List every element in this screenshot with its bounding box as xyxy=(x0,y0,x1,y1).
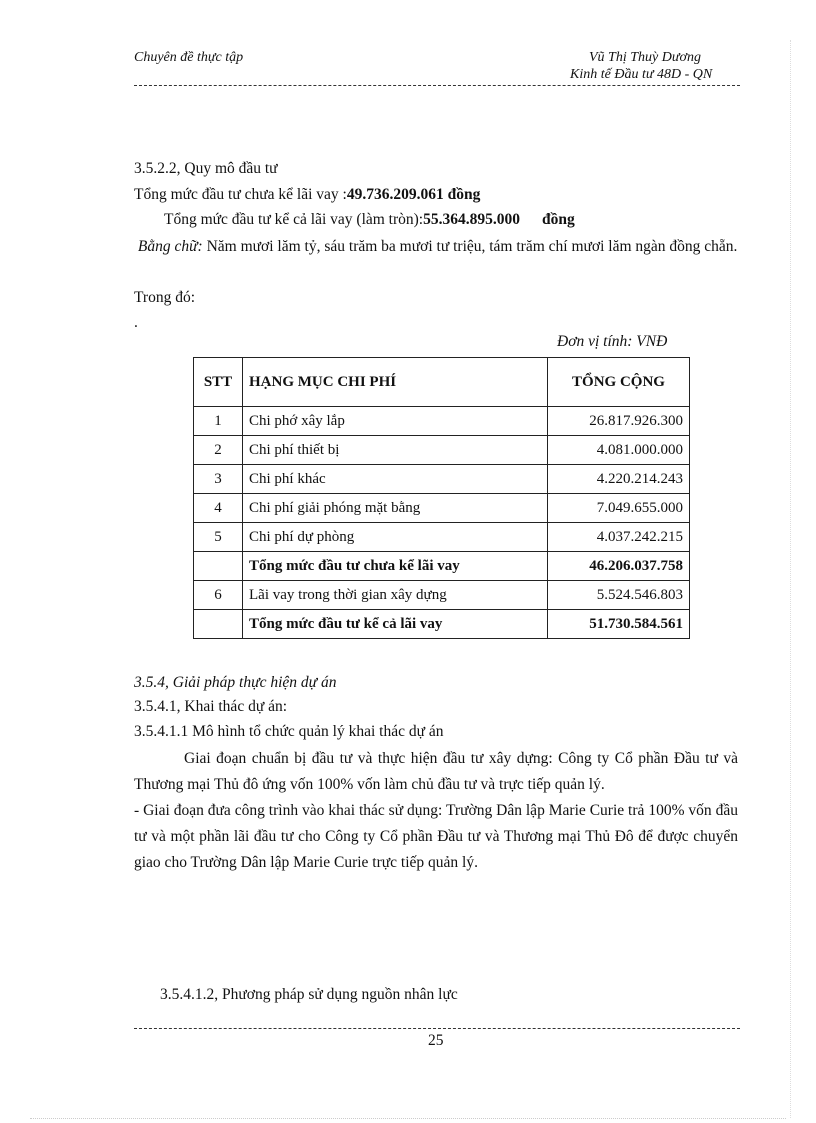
row-item-cell: Chi phí khác xyxy=(243,465,548,494)
row-item-cell: Chi phí giải phóng mặt bằng xyxy=(243,494,548,523)
total-incl-interest-line xyxy=(164,211,575,229)
table-row xyxy=(194,523,690,552)
row-stt-cell: 3 xyxy=(194,465,243,494)
cost-table-header-row xyxy=(194,358,690,407)
table-row xyxy=(194,581,690,610)
paragraph-operation-phase: - Giai đoạn đưa công trình vào khai thác sử dụng: Trường Dân lập Marie Curie trả 100% vốn đầu tư và một phần lãi đầu tư cho Công ty Cổ phần Đầu tư và Thương mại Thủ Đô để được chuyển giao cho Trường Dân lập Marie Curie trực tiếp quản lý. xyxy=(134,802,738,871)
row-stt-cell: 1 xyxy=(194,407,243,436)
row-total-cell: 4.037.242.215 xyxy=(548,523,690,552)
row-stt-cell: 4 xyxy=(194,494,243,523)
row-stt-cell: 6 xyxy=(194,581,243,610)
unit-note: Đơn vị tính: VNĐ xyxy=(557,333,668,350)
table-row xyxy=(194,494,690,523)
row-stt-cell xyxy=(194,610,243,639)
paragraph-preparation-phase: Giai đoạn chuẩn bị đầu tư và thực hiện đầu tư xây dựng: Công ty Cổ phần Đầu tư và Thương mại Thủ đô ứng vốn 100% vốn làm chủ đầu tư và trực tiếp quản lý. xyxy=(134,750,738,793)
table-row xyxy=(194,436,690,465)
header-author: Vũ Thị Thuỳ Dương xyxy=(589,50,701,65)
header-class: Kinh tế Đầu tư 48D - QN xyxy=(570,67,713,82)
amount-in-words-text: Năm mươi lăm tỷ, sáu trăm ba mươi tư triệu, tám trăm chí mươi lăm ngàn đồng chẵn. xyxy=(202,238,738,255)
col-header-stt: STT xyxy=(194,358,243,407)
row-total-cell: 5.524.546.803 xyxy=(548,581,690,610)
table-row xyxy=(194,552,690,581)
table-row xyxy=(194,465,690,494)
footer-rule xyxy=(134,1028,740,1029)
table-row xyxy=(194,610,690,639)
section-heading-scale: 3.5.2.2, Quy mô đầu tư xyxy=(134,160,278,177)
row-total-cell: 46.206.037.758 xyxy=(548,552,690,581)
row-total-cell: 51.730.584.561 xyxy=(548,610,690,639)
header-rule xyxy=(134,85,740,86)
subsection-human-resources: 3.5.4.1.2, Phương pháp sử dụng nguồn nhân lực xyxy=(160,986,458,1003)
row-item-cell: Lãi vay trong thời gian xây dựng xyxy=(243,581,548,610)
table-row xyxy=(194,407,690,436)
total-incl-interest-value: 55.364.895.000 xyxy=(423,211,520,228)
row-item-cell: Chi phớ xây lắp xyxy=(243,407,548,436)
cost-table-body xyxy=(194,407,690,639)
header-left-title: Chuyên đề thực tập xyxy=(134,50,244,65)
total-incl-interest-label: Tổng mức đầu tư kể cả lãi vay (làm tròn): xyxy=(164,211,424,228)
total-excl-interest-label: Tổng mức đầu tư chưa kể lãi vay : xyxy=(134,186,347,203)
row-item-cell: Chi phí dự phòng xyxy=(243,523,548,552)
col-header-item: HẠNG MỤC CHI PHÍ xyxy=(243,358,548,407)
col-header-total: TỔNG CỘNG xyxy=(548,358,690,407)
row-item-cell: Tổng mức đầu tư kể cả lãi vay xyxy=(243,610,548,639)
row-stt-cell: 5 xyxy=(194,523,243,552)
stray-dot: . xyxy=(134,314,138,331)
row-item-cell: Tổng mức đầu tư chưa kể lãi vay xyxy=(243,552,548,581)
amount-in-words-label: Bằng chữ: xyxy=(137,238,203,255)
subsection-exploitation: 3.5.4.1, Khai thác dự án: xyxy=(134,698,288,715)
page-bottom-edge xyxy=(30,1118,786,1119)
page-number: 25 xyxy=(428,1032,444,1049)
row-total-cell: 26.817.926.300 xyxy=(548,407,690,436)
subsection-management-model: 3.5.4.1.1 Mô hình tổ chức quản lý khai thác dự án xyxy=(134,723,444,740)
total-excl-interest-value: 49.736.209.061 đồng xyxy=(346,186,481,203)
in-which-label: Trong đó: xyxy=(134,289,196,306)
row-item-cell: Chi phí thiết bị xyxy=(243,436,548,465)
row-stt-cell: 2 xyxy=(194,436,243,465)
row-total-cell: 7.049.655.000 xyxy=(548,494,690,523)
page-right-edge xyxy=(790,40,791,1118)
cost-table xyxy=(193,357,690,639)
section-heading-solution: 3.5.4, Giải pháp thực hiện dự án xyxy=(134,674,337,691)
total-excl-interest-line xyxy=(134,186,480,204)
row-total-cell: 4.220.214.243 xyxy=(548,465,690,494)
total-incl-interest-unit: đồng xyxy=(542,211,575,228)
row-total-cell: 4.081.000.000 xyxy=(548,436,690,465)
amount-in-words xyxy=(134,234,738,260)
row-stt-cell xyxy=(194,552,243,581)
